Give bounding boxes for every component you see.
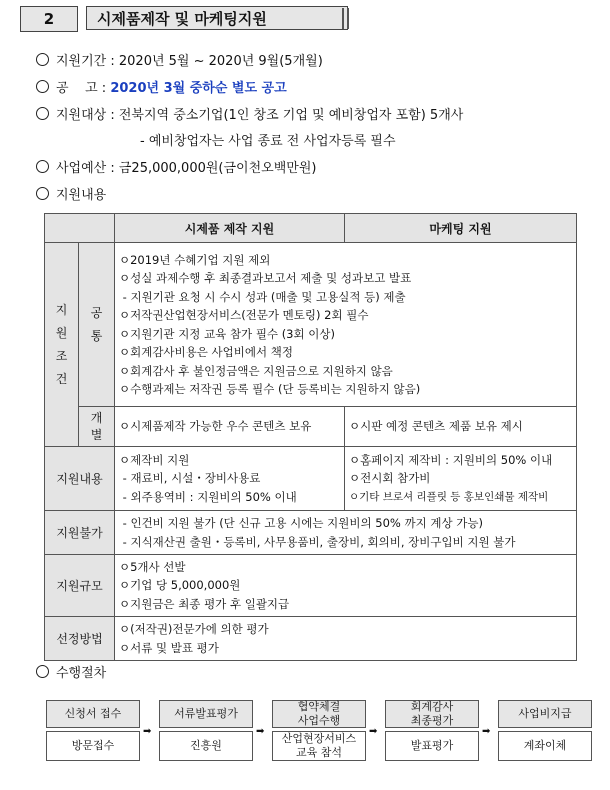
list-item: ㅇ성실 과제수행 후 최종결과보고서 제출 및 성과보고 발표 [119, 271, 412, 285]
col-prototype-header: 시제품 제작 지원 [115, 214, 345, 243]
notice-line [36, 79, 287, 99]
list-item: - 지식재산권 출원・등록비, 사무용품비, 출장비, 회의비, 장비구입비 지원 불가 [119, 534, 516, 549]
col-marketing-header: 마케팅 지원 [345, 214, 577, 243]
process-step-bottom: 발표평가 [385, 731, 479, 761]
individual-marketing-text: ㅇ시판 예정 콘텐츠 제품 보유 제시 [349, 419, 523, 434]
target-line [36, 106, 463, 126]
arrow-right-icon: ➡ [369, 726, 378, 737]
process-step-bottom: 방문접수 [46, 731, 140, 761]
table-corner [45, 214, 115, 243]
condition-label-char: 지 [55, 302, 68, 317]
process-step-bottom: 산업현장서비스 교육 참석 [272, 731, 366, 761]
list-item: ㅇ제작비 지원 [119, 452, 190, 467]
list-item: ㅇ저작권산업현장서비스(전문가 멘토링) 2회 필수 [119, 308, 369, 322]
list-item: - 인건비 지원 불가 (단 신규 고용 시에는 지원비의 50% 까지 계상 가능) [119, 516, 483, 530]
section-title: 시제품제작 및 마케팅지원 [86, 6, 348, 30]
list-item: ㅇ기업 당 5,000,000원 [119, 578, 241, 593]
circle-bullet-icon [36, 187, 49, 200]
circle-bullet-icon [36, 53, 49, 66]
circle-bullet-icon [36, 665, 49, 678]
list-item: ㅇ기타 브로셔 리플릿 등 홍보인쇄물 제작비 [349, 490, 549, 503]
list-item: ㅇ전시회 참가비 [349, 471, 431, 486]
list-item: ㅇ수행과제는 저작권 등록 필수 (단 등록비는 지원하지 않음) [119, 382, 421, 396]
list-item: ㅇ(저작권)전문가에 의한 평가 [119, 622, 269, 636]
condition-label-char: 건 [55, 371, 68, 386]
content-label: 지원내용 [45, 447, 115, 511]
individual-prototype-text: ㅇ시제품제작 가능한 우수 콘텐츠 보유 [119, 419, 312, 434]
period-text: 지원기간 : 2020년 5월 ~ 2020년 9월(5개월) [56, 54, 323, 69]
list-item: - 지원기관 요청 시 수시 성과 (매출 및 고용실적 등) 제출 [119, 289, 406, 304]
selection-label: 선정방법 [45, 617, 115, 661]
notice-label: 공 고 : [56, 81, 107, 96]
section-number: 2 [20, 6, 78, 32]
common-label-char: 공 [90, 305, 103, 320]
process-step-top: 서류발표평가 [159, 700, 253, 728]
process-step-bottom: 계좌이체 [498, 731, 592, 761]
process-line [36, 664, 106, 684]
list-item: ㅇ서류 및 발표 평가 [119, 640, 219, 655]
content-text: 지원내용 [56, 188, 107, 203]
budget-text: 사업예산 : 금25,000,000원(금이천오백만원) [56, 161, 317, 176]
arrow-right-icon: ➡ [143, 726, 152, 737]
process-label: 수행절차 [56, 666, 107, 681]
common-label-char: 통 [90, 328, 103, 343]
list-item: - 외주용역비 : 지원비의 50% 이내 [119, 489, 297, 504]
individual-label [79, 407, 115, 447]
exclusion-label: 지원불가 [45, 511, 115, 555]
period-line [36, 52, 323, 72]
circle-bullet-icon [36, 160, 49, 173]
budget-line [36, 159, 316, 179]
target-text: 지원대상 : 전북지역 중소기업(1인 창조 기업 및 예비창업자 포함) 5개사 [56, 108, 464, 123]
target-sub-line: - 예비창업자는 사업 종료 전 사업자등록 필수 [140, 134, 396, 149]
circle-bullet-icon [36, 107, 49, 120]
process-step-top: 협약체결 사업수행 [272, 700, 366, 728]
header-decoration [342, 8, 344, 29]
condition-label [45, 243, 79, 447]
exclusion-items [115, 511, 577, 555]
condition-label-char: 조 [55, 348, 68, 363]
content-marketing [345, 447, 577, 511]
list-item: ㅇ홈페이지 제작비 : 지원비의 50% 이내 [349, 452, 553, 467]
content-line [36, 186, 106, 206]
list-item: ㅇ5개사 선발 [119, 559, 186, 574]
list-item: ㅇ지원기관 지정 교육 참가 필수 (3회 이상) [119, 326, 335, 341]
process-step-top: 사업비지급 [498, 700, 592, 728]
arrow-right-icon: ➡ [256, 726, 265, 737]
individual-label-char: 개 [90, 410, 103, 425]
header-decoration [347, 8, 349, 29]
process-step-top: 회계감사 최종평가 [385, 700, 479, 728]
list-item: ㅇ2019년 수혜기업 지원 제외 [119, 252, 271, 267]
selection-items [115, 617, 577, 661]
individual-prototype [115, 407, 345, 447]
list-item: - 재료비, 시설・장비사용료 [119, 471, 261, 486]
content-prototype [115, 447, 345, 511]
process-step-top: 신청서 접수 [46, 700, 140, 728]
list-item: ㅇ지원금은 최종 평가 후 일괄지급 [119, 596, 290, 611]
process-step-bottom: 진흥원 [159, 731, 253, 761]
section-header [20, 6, 354, 32]
scale-items [115, 555, 577, 617]
individual-label-char: 별 [90, 427, 103, 442]
common-conditions [115, 243, 577, 407]
notice-value: 2020년 3월 중하순 별도 공고 [110, 81, 287, 96]
arrow-right-icon: ➡ [482, 726, 491, 737]
support-table [44, 213, 577, 661]
list-item: ㅇ회계감사 후 불인정금액은 지원금으로 지원하지 않음 [119, 363, 393, 378]
common-label [79, 243, 115, 407]
list-item: ㅇ회계감사비용은 사업비에서 책정 [119, 345, 293, 359]
condition-label-char: 원 [55, 325, 68, 340]
scale-label: 지원규모 [45, 555, 115, 617]
circle-bullet-icon [36, 80, 49, 93]
individual-marketing [345, 407, 577, 447]
